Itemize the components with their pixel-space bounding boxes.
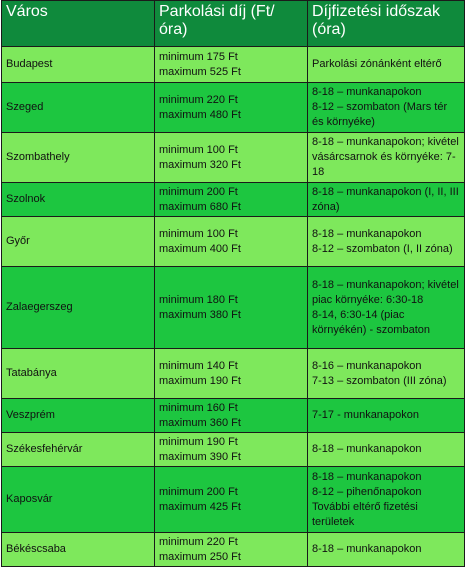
period-cell <box>308 133 465 183</box>
header-fee: Parkolási díj (Ft/ óra) <box>155 1 308 47</box>
header-row <box>2 1 465 47</box>
table-row <box>2 433 465 467</box>
fee-line: minimum 140 Ft <box>159 359 238 372</box>
header-period: Díjfizetési időszak (óra) <box>308 1 465 47</box>
period-cell <box>308 217 465 267</box>
fee-line: maximum 390 Ft <box>159 450 241 463</box>
period-line: 8-18 – munkanapokon (I, II, III zóna) <box>312 185 459 213</box>
table-row <box>2 83 465 133</box>
period-line: 8-18 – munkanapokon <box>312 443 422 455</box>
table-body <box>2 47 465 567</box>
period-line: 8-14, 6:30-14 (piac környékén) - szombaton <box>312 308 430 336</box>
fee-cell <box>155 133 308 183</box>
fee-line: minimum 100 Ft <box>159 227 238 240</box>
fee-line: minimum 220 Ft <box>159 535 238 548</box>
city-cell: Szeged <box>2 83 155 133</box>
period-line: 8-18 – munkanapokon; kivétel piac környéke: 6:30-18 <box>312 278 459 306</box>
table-row <box>2 467 465 533</box>
header-city: Város <box>2 1 155 47</box>
parking-fee-table <box>1 0 465 567</box>
period-line: 8-18 – munkanapokon; kivétel vásárcsarnok és környéke: 7-18 <box>312 136 459 178</box>
fee-line: minimum 180 Ft <box>159 293 238 306</box>
city-cell: Kaposvár <box>2 467 155 533</box>
fee-line: minimum 100 Ft <box>159 143 238 156</box>
fee-cell <box>155 83 308 133</box>
table-row <box>2 349 465 399</box>
period-line: 8-18 – munkanapokon <box>312 227 422 240</box>
period-cell <box>308 47 465 83</box>
fee-line: minimum 190 Ft <box>159 435 238 448</box>
city-cell: Zalaegerszeg <box>2 267 155 349</box>
period-cell <box>308 399 465 433</box>
table-row <box>2 133 465 183</box>
period-line: 8-18 – munkanapokon <box>312 470 422 483</box>
city-cell: Győr <box>2 217 155 267</box>
city-cell: Budapest <box>2 47 155 83</box>
table-row <box>2 399 465 433</box>
table-row <box>2 533 465 567</box>
fee-line: maximum 320 Ft <box>159 158 241 171</box>
period-line: 7-13 – szombaton (III zóna) <box>312 374 447 387</box>
fee-line: minimum 200 Ft <box>159 485 238 498</box>
fee-cell <box>155 533 308 567</box>
period-cell <box>308 533 465 567</box>
fee-cell <box>155 349 308 399</box>
period-line: 8-12 – pihenőnapokon <box>312 485 422 498</box>
period-line: 8-18 – munkanapokon <box>312 543 422 555</box>
table-row <box>2 183 465 217</box>
period-line: 8-12 – szombaton (Mars tér és környéke) <box>312 101 448 128</box>
fee-cell <box>155 217 308 267</box>
fee-line: maximum 360 Ft <box>159 416 241 429</box>
period-line: További eltérő fizetési területek <box>312 500 418 528</box>
fee-cell <box>155 399 308 433</box>
fee-line: minimum 220 Ft <box>159 93 238 106</box>
period-cell <box>308 433 465 467</box>
city-cell: Békéscsaba <box>2 533 155 567</box>
period-line: Parkolási zónánként eltérő <box>312 58 442 70</box>
city-cell: Szolnok <box>2 183 155 217</box>
period-cell <box>308 83 465 133</box>
fee-cell <box>155 183 308 217</box>
fee-line: minimum 160 Ft <box>159 401 238 414</box>
city-cell: Veszprém <box>2 399 155 433</box>
city-cell: Székesfehérvár <box>2 433 155 467</box>
period-line: 7-17 - munkanapokon <box>312 409 420 421</box>
fee-cell <box>155 47 308 83</box>
fee-cell <box>155 467 308 533</box>
fee-line: maximum 250 Ft <box>159 550 241 563</box>
period-cell <box>308 349 465 399</box>
period-line: 8-16 – munkanapokon <box>312 359 422 372</box>
fee-line: maximum 480 Ft <box>159 108 241 121</box>
city-cell: Tatabánya <box>2 349 155 399</box>
fee-line: minimum 175 Ft <box>159 50 238 63</box>
fee-line: maximum 525 Ft <box>159 65 241 78</box>
period-cell <box>308 183 465 217</box>
fee-line: maximum 380 Ft <box>159 308 241 321</box>
fee-line: maximum 190 Ft <box>159 374 241 387</box>
fee-cell <box>155 267 308 349</box>
table-row <box>2 217 465 267</box>
period-line: 8-18 – munkanapokon <box>312 86 422 98</box>
fee-cell <box>155 433 308 467</box>
table-row <box>2 47 465 83</box>
fee-line: maximum 425 Ft <box>159 500 241 513</box>
period-cell <box>308 267 465 349</box>
period-line: 8-12 – szombaton (I, II zóna) <box>312 242 453 255</box>
fee-line: minimum 200 Ft <box>159 185 238 198</box>
fee-line: maximum 680 Ft <box>159 200 241 213</box>
period-cell <box>308 467 465 533</box>
table-row <box>2 267 465 349</box>
fee-line: maximum 400 Ft <box>159 242 241 255</box>
city-cell: Szombathely <box>2 133 155 183</box>
